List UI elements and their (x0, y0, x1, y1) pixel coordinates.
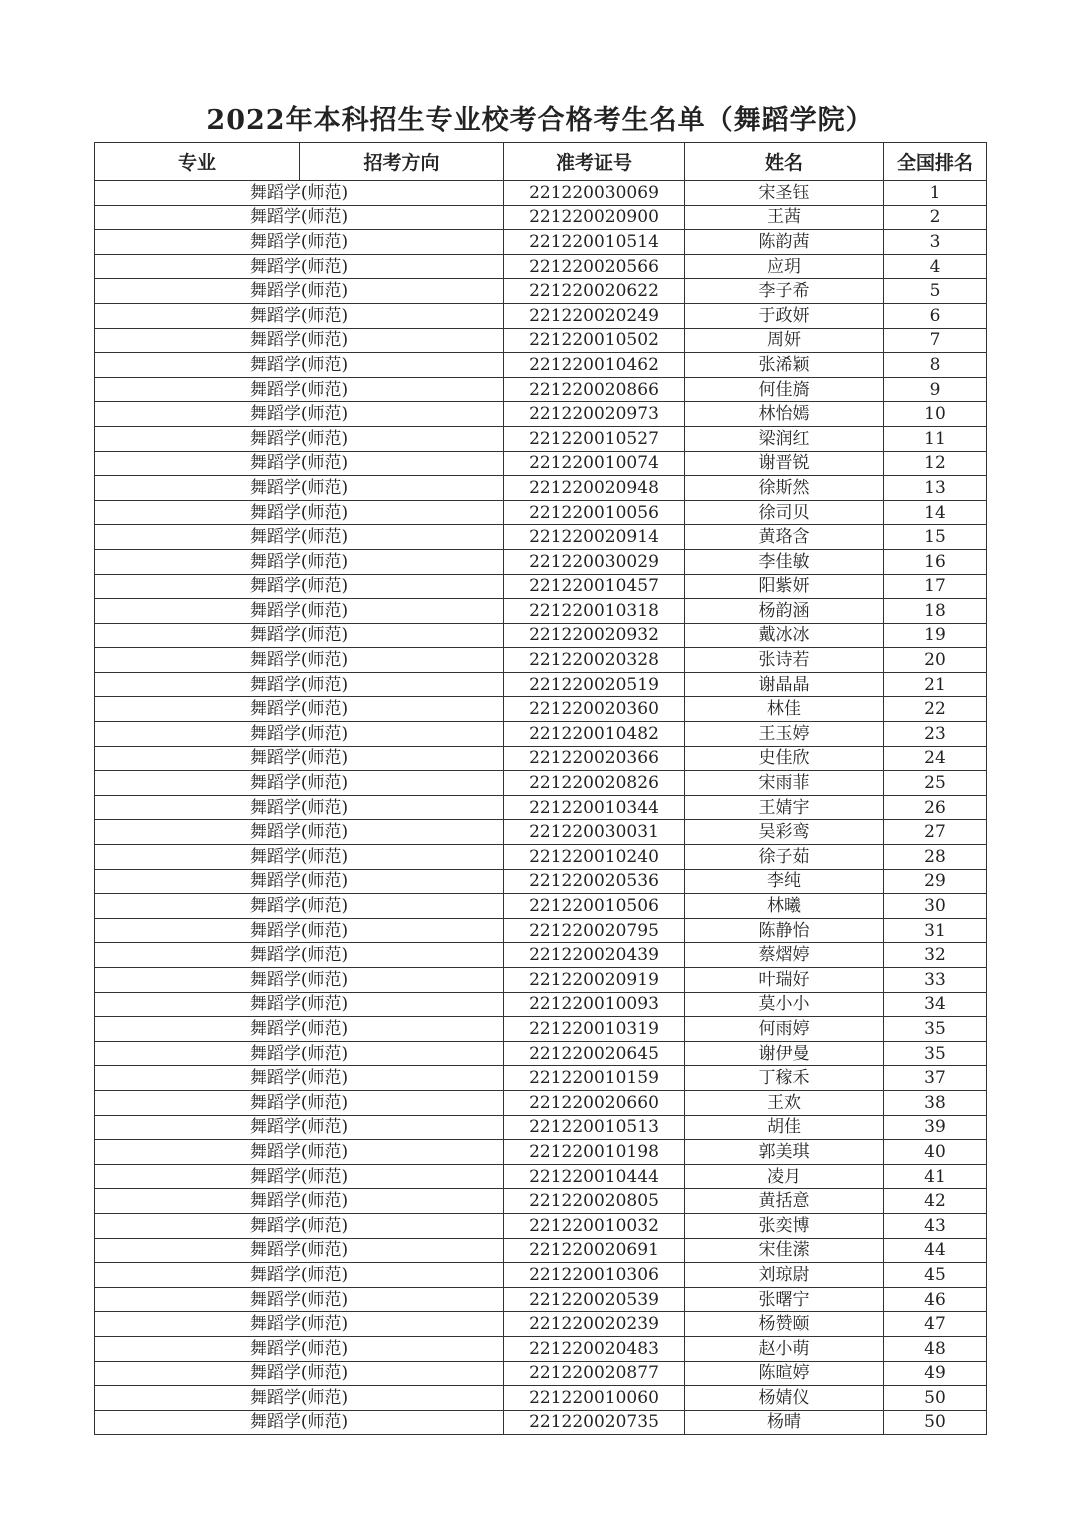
cell-rank: 12 (884, 451, 987, 476)
cell-exam-id: 221220010527 (504, 426, 685, 451)
cell-rank: 26 (884, 795, 987, 820)
cell-exam-id: 221220020536 (504, 869, 685, 894)
cell-exam-id: 221220020249 (504, 303, 685, 328)
cell-rank: 30 (884, 894, 987, 919)
table-row (95, 1312, 987, 1337)
table-row (95, 771, 987, 796)
table-row (95, 918, 987, 943)
cell-major: 舞蹈学(师范) (95, 771, 504, 796)
cell-name: 徐子茹 (685, 845, 884, 870)
table-row (95, 623, 987, 648)
cell-exam-id: 221220020566 (504, 254, 685, 279)
cell-major: 舞蹈学(师范) (95, 795, 504, 820)
table-row (95, 525, 987, 550)
cell-exam-id: 221220010093 (504, 992, 685, 1017)
cell-exam-id: 221220030029 (504, 549, 685, 574)
cell-major: 舞蹈学(师范) (95, 426, 504, 451)
cell-rank: 35 (884, 1017, 987, 1042)
table-row (95, 1090, 987, 1115)
cell-exam-id: 221220010319 (504, 1017, 685, 1042)
cell-exam-id: 221220020360 (504, 697, 685, 722)
cell-name: 杨婧仪 (685, 1386, 884, 1411)
table-row (95, 648, 987, 673)
cell-name: 王玉婷 (685, 722, 884, 747)
cell-rank: 48 (884, 1336, 987, 1361)
cell-rank: 49 (884, 1361, 987, 1386)
cell-rank: 4 (884, 254, 987, 279)
cell-major: 舞蹈学(师范) (95, 1312, 504, 1337)
cell-name: 杨晴 (685, 1410, 884, 1435)
cell-exam-id: 221220020622 (504, 279, 685, 304)
cell-name: 应玥 (685, 254, 884, 279)
cell-name: 谢伊曼 (685, 1041, 884, 1066)
cell-major: 舞蹈学(师范) (95, 845, 504, 870)
cell-name: 吴彩鸾 (685, 820, 884, 845)
cell-rank: 45 (884, 1263, 987, 1288)
cell-exam-id: 221220010513 (504, 1115, 685, 1140)
cell-major: 舞蹈学(师范) (95, 869, 504, 894)
cell-exam-id: 221220010502 (504, 328, 685, 353)
cell-exam-id: 221220020948 (504, 476, 685, 501)
table-row (95, 377, 987, 402)
cell-major: 舞蹈学(师范) (95, 1213, 504, 1238)
cell-name: 叶瑞好 (685, 968, 884, 993)
table-row (95, 1189, 987, 1214)
cell-name: 何佳旖 (685, 377, 884, 402)
cell-name: 林曦 (685, 894, 884, 919)
table-row (95, 1115, 987, 1140)
cell-exam-id: 221220020328 (504, 648, 685, 673)
cell-name: 史佳欣 (685, 746, 884, 771)
table-row (95, 869, 987, 894)
cell-major: 舞蹈学(师范) (95, 992, 504, 1017)
table-row (95, 1066, 987, 1091)
cell-exam-id: 221220010514 (504, 230, 685, 255)
cell-major: 舞蹈学(师范) (95, 279, 504, 304)
cell-major: 舞蹈学(师范) (95, 1115, 504, 1140)
cell-major: 舞蹈学(师范) (95, 1140, 504, 1165)
table-row (95, 1017, 987, 1042)
table-row (95, 205, 987, 230)
cell-name: 张奕博 (685, 1213, 884, 1238)
cell-exam-id: 221220010032 (504, 1213, 685, 1238)
cell-rank: 2 (884, 205, 987, 230)
cell-major: 舞蹈学(师范) (95, 377, 504, 402)
cell-major: 舞蹈学(师范) (95, 1287, 504, 1312)
cell-major: 舞蹈学(师范) (95, 1361, 504, 1386)
table-row (95, 500, 987, 525)
cell-name: 宋佳潆 (685, 1238, 884, 1263)
cell-rank: 18 (884, 599, 987, 624)
table-row (95, 599, 987, 624)
table-row (95, 1410, 987, 1435)
cell-name: 王欢 (685, 1090, 884, 1115)
cell-rank: 9 (884, 377, 987, 402)
table-row (95, 1213, 987, 1238)
table-row (95, 1386, 987, 1411)
table-header-row (95, 143, 987, 181)
cell-exam-id: 221220020645 (504, 1041, 685, 1066)
cell-exam-id: 221220010506 (504, 894, 685, 919)
cell-major: 舞蹈学(师范) (95, 746, 504, 771)
cell-exam-id: 221220020877 (504, 1361, 685, 1386)
cell-rank: 41 (884, 1164, 987, 1189)
cell-name: 谢晶晶 (685, 672, 884, 697)
header-exam-id: 准考证号 (504, 143, 685, 181)
cell-name: 李纯 (685, 869, 884, 894)
cell-rank: 17 (884, 574, 987, 599)
cell-name: 宋雨菲 (685, 771, 884, 796)
cell-major: 舞蹈学(师范) (95, 328, 504, 353)
cell-major: 舞蹈学(师范) (95, 968, 504, 993)
cell-major: 舞蹈学(师范) (95, 918, 504, 943)
table-row (95, 230, 987, 255)
cell-major: 舞蹈学(师范) (95, 525, 504, 550)
table-row (95, 1041, 987, 1066)
table-row (95, 353, 987, 378)
cell-major: 舞蹈学(师范) (95, 574, 504, 599)
table-row (95, 181, 987, 206)
table-row (95, 402, 987, 427)
cell-major: 舞蹈学(师范) (95, 1336, 504, 1361)
cell-rank: 46 (884, 1287, 987, 1312)
cell-name: 李佳敏 (685, 549, 884, 574)
table-row (95, 795, 987, 820)
cell-name: 胡佳 (685, 1115, 884, 1140)
table-row (95, 549, 987, 574)
cell-major: 舞蹈学(师范) (95, 648, 504, 673)
cell-major: 舞蹈学(师范) (95, 205, 504, 230)
cell-major: 舞蹈学(师范) (95, 500, 504, 525)
cell-exam-id: 221220020805 (504, 1189, 685, 1214)
table-row (95, 574, 987, 599)
cell-exam-id: 221220020866 (504, 377, 685, 402)
cell-exam-id: 221220010159 (504, 1066, 685, 1091)
cell-rank: 15 (884, 525, 987, 550)
cell-name: 王茜 (685, 205, 884, 230)
cell-rank: 16 (884, 549, 987, 574)
header-rank: 全国排名 (884, 143, 987, 181)
cell-rank: 37 (884, 1066, 987, 1091)
admission-table (94, 142, 987, 1435)
table-row (95, 968, 987, 993)
cell-rank: 42 (884, 1189, 987, 1214)
cell-name: 赵小萌 (685, 1336, 884, 1361)
table-row (95, 328, 987, 353)
table-row (95, 845, 987, 870)
cell-exam-id: 221220020973 (504, 402, 685, 427)
cell-major: 舞蹈学(师范) (95, 1066, 504, 1091)
table-row (95, 746, 987, 771)
cell-major: 舞蹈学(师范) (95, 1410, 504, 1435)
cell-major: 舞蹈学(师范) (95, 722, 504, 747)
cell-exam-id: 221220010444 (504, 1164, 685, 1189)
cell-rank: 5 (884, 279, 987, 304)
table-row (95, 426, 987, 451)
cell-exam-id: 221220010240 (504, 845, 685, 870)
cell-major: 舞蹈学(师范) (95, 1090, 504, 1115)
cell-name: 周妍 (685, 328, 884, 353)
cell-rank: 7 (884, 328, 987, 353)
cell-rank: 3 (884, 230, 987, 255)
page-title: 2022年本科招生专业校考合格考生名单（舞蹈学院） (206, 105, 874, 136)
cell-rank: 11 (884, 426, 987, 451)
cell-name: 阳紫妍 (685, 574, 884, 599)
table-body (95, 181, 987, 1435)
table-row (95, 451, 987, 476)
cell-exam-id: 221220020795 (504, 918, 685, 943)
header-major: 专业 (95, 143, 300, 181)
cell-major: 舞蹈学(师范) (95, 820, 504, 845)
watermark-stamp-lower (0, 1091, 70, 1284)
cell-name: 杨韵涵 (685, 599, 884, 624)
cell-rank: 40 (884, 1140, 987, 1165)
table-row (95, 820, 987, 845)
cell-rank: 20 (884, 648, 987, 673)
cell-name: 蔡熠婷 (685, 943, 884, 968)
table-row (95, 254, 987, 279)
cell-exam-id: 221220020439 (504, 943, 685, 968)
cell-major: 舞蹈学(师范) (95, 672, 504, 697)
table-row (95, 1361, 987, 1386)
table-row (95, 476, 987, 501)
cell-rank: 19 (884, 623, 987, 648)
cell-name: 戴冰冰 (685, 623, 884, 648)
cell-exam-id: 221220010318 (504, 599, 685, 624)
cell-major: 舞蹈学(师范) (95, 697, 504, 722)
cell-rank: 33 (884, 968, 987, 993)
cell-exam-id: 221220010457 (504, 574, 685, 599)
cell-exam-id: 221220020914 (504, 525, 685, 550)
cell-name: 何雨婷 (685, 1017, 884, 1042)
table-row (95, 1263, 987, 1288)
cell-rank: 1 (884, 181, 987, 206)
cell-exam-id: 221220010482 (504, 722, 685, 747)
header-name: 姓名 (685, 143, 884, 181)
cell-rank: 8 (884, 353, 987, 378)
cell-name: 陈韵茜 (685, 230, 884, 255)
table-row (95, 672, 987, 697)
cell-exam-id: 221220020660 (504, 1090, 685, 1115)
cell-major: 舞蹈学(师范) (95, 1189, 504, 1214)
cell-name: 凌月 (685, 1164, 884, 1189)
cell-rank: 43 (884, 1213, 987, 1238)
cell-exam-id: 221220020919 (504, 968, 685, 993)
cell-rank: 39 (884, 1115, 987, 1140)
cell-rank: 32 (884, 943, 987, 968)
cell-rank: 21 (884, 672, 987, 697)
cell-exam-id: 221220020735 (504, 1410, 685, 1435)
table-row (95, 1140, 987, 1165)
cell-name: 杨赞颐 (685, 1312, 884, 1337)
cell-exam-id: 221220010198 (504, 1140, 685, 1165)
cell-rank: 38 (884, 1090, 987, 1115)
cell-major: 舞蹈学(师范) (95, 894, 504, 919)
cell-name: 陈暄婷 (685, 1361, 884, 1386)
cell-name: 宋圣钰 (685, 181, 884, 206)
cell-exam-id: 221220020900 (504, 205, 685, 230)
cell-exam-id: 221220030069 (504, 181, 685, 206)
table-row (95, 894, 987, 919)
table-row (95, 1336, 987, 1361)
cell-name: 刘琼尉 (685, 1263, 884, 1288)
cell-major: 舞蹈学(师范) (95, 1164, 504, 1189)
cell-major: 舞蹈学(师范) (95, 549, 504, 574)
cell-exam-id: 221220020366 (504, 746, 685, 771)
cell-name: 张诗若 (685, 648, 884, 673)
cell-exam-id: 221220010056 (504, 500, 685, 525)
cell-major: 舞蹈学(师范) (95, 303, 504, 328)
cell-name: 张浠颖 (685, 353, 884, 378)
cell-major: 舞蹈学(师范) (95, 943, 504, 968)
table-row (95, 992, 987, 1017)
cell-rank: 14 (884, 500, 987, 525)
cell-major: 舞蹈学(师范) (95, 599, 504, 624)
table-row (95, 722, 987, 747)
cell-exam-id: 221220010074 (504, 451, 685, 476)
cell-rank: 13 (884, 476, 987, 501)
cell-exam-id: 221220030031 (504, 820, 685, 845)
cell-rank: 29 (884, 869, 987, 894)
cell-name: 丁稼禾 (685, 1066, 884, 1091)
cell-name: 李子希 (685, 279, 884, 304)
cell-rank: 28 (884, 845, 987, 870)
cell-major: 舞蹈学(师范) (95, 476, 504, 501)
cell-name: 王婧宇 (685, 795, 884, 820)
cell-major: 舞蹈学(师范) (95, 254, 504, 279)
table-row (95, 1164, 987, 1189)
cell-rank: 10 (884, 402, 987, 427)
cell-exam-id: 221220010306 (504, 1263, 685, 1288)
cell-name: 于政妍 (685, 303, 884, 328)
cell-exam-id: 221220020932 (504, 623, 685, 648)
cell-rank: 24 (884, 746, 987, 771)
cell-name: 郭美琪 (685, 1140, 884, 1165)
cell-rank: 50 (884, 1410, 987, 1435)
cell-rank: 23 (884, 722, 987, 747)
cell-exam-id: 221220020239 (504, 1312, 685, 1337)
cell-name: 梁润红 (685, 426, 884, 451)
cell-exam-id: 221220010060 (504, 1386, 685, 1411)
cell-exam-id: 221220020691 (504, 1238, 685, 1263)
cell-name: 谢晋锐 (685, 451, 884, 476)
cell-exam-id: 221220020519 (504, 672, 685, 697)
header-direction: 招考方向 (300, 143, 504, 181)
table-row (95, 1287, 987, 1312)
cell-major: 舞蹈学(师范) (95, 353, 504, 378)
cell-major: 舞蹈学(师范) (95, 181, 504, 206)
cell-name: 黄珞含 (685, 525, 884, 550)
table-row (95, 1238, 987, 1263)
cell-rank: 22 (884, 697, 987, 722)
cell-name: 林佳 (685, 697, 884, 722)
table-row (95, 697, 987, 722)
cell-rank: 50 (884, 1386, 987, 1411)
cell-rank: 44 (884, 1238, 987, 1263)
cell-major: 舞蹈学(师范) (95, 1041, 504, 1066)
cell-exam-id: 221220020539 (504, 1287, 685, 1312)
cell-major: 舞蹈学(师范) (95, 1017, 504, 1042)
cell-name: 张曙宁 (685, 1287, 884, 1312)
cell-major: 舞蹈学(师范) (95, 1263, 504, 1288)
table-row (95, 303, 987, 328)
cell-rank: 31 (884, 918, 987, 943)
cell-rank: 6 (884, 303, 987, 328)
cell-rank: 25 (884, 771, 987, 796)
table-row (95, 279, 987, 304)
cell-name: 徐司贝 (685, 500, 884, 525)
cell-name: 徐斯然 (685, 476, 884, 501)
cell-major: 舞蹈学(师范) (95, 623, 504, 648)
cell-rank: 34 (884, 992, 987, 1017)
cell-name: 林怡嫣 (685, 402, 884, 427)
cell-name: 莫小小 (685, 992, 884, 1017)
cell-major: 舞蹈学(师范) (95, 1386, 504, 1411)
cell-rank: 35 (884, 1041, 987, 1066)
cell-major: 舞蹈学(师范) (95, 451, 504, 476)
cell-exam-id: 221220010344 (504, 795, 685, 820)
cell-name: 黄括意 (685, 1189, 884, 1214)
cell-exam-id: 221220020826 (504, 771, 685, 796)
cell-rank: 27 (884, 820, 987, 845)
cell-major: 舞蹈学(师范) (95, 1238, 504, 1263)
cell-name: 陈静怡 (685, 918, 884, 943)
cell-exam-id: 221220010462 (504, 353, 685, 378)
cell-rank: 47 (884, 1312, 987, 1337)
cell-major: 舞蹈学(师范) (95, 402, 504, 427)
cell-major: 舞蹈学(师范) (95, 230, 504, 255)
cell-exam-id: 221220020483 (504, 1336, 685, 1361)
table-row (95, 943, 987, 968)
